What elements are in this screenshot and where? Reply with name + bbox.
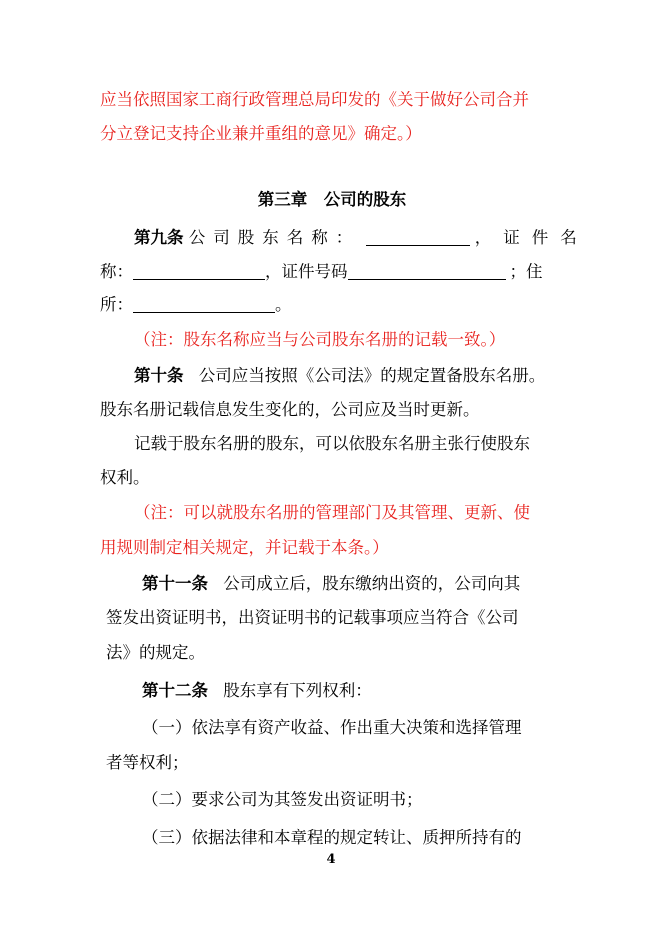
article-12-label: 第十二条 bbox=[142, 681, 208, 700]
id-name-blank[interactable] bbox=[133, 262, 265, 280]
article-12-line-1 bbox=[142, 679, 606, 703]
article-9-shareholder-name-label: 公司股东名称： bbox=[188, 228, 361, 247]
article-9-l2-c: ；住 bbox=[509, 262, 543, 281]
article-10-note-line-1: （注：可以就股东名册的管理部门及其管理、更新、使 bbox=[134, 503, 530, 522]
article-9-id-name-label: ，证件名 bbox=[474, 228, 589, 247]
article-9-line-2 bbox=[100, 260, 564, 284]
article-9-label: 第九条 bbox=[134, 228, 184, 247]
article-10-para-2-line-2: 权利。 bbox=[100, 468, 150, 487]
article-9-l2-b: ，证件号码 bbox=[265, 262, 348, 281]
article-10-label: 第十条 bbox=[134, 366, 184, 385]
article-9-note: （注：股东名称应当与公司股东名册的记载一致。） bbox=[134, 330, 506, 349]
article-12-item-2: （二）要求公司为其签发出资证明书； bbox=[142, 790, 423, 809]
article-10-line-2: 股东名册记载信息发生变化的，公司应及当时更新。 bbox=[100, 400, 480, 419]
article-11-label: 第十一条 bbox=[142, 574, 208, 593]
id-number-blank[interactable] bbox=[348, 262, 506, 280]
article-11-line-3: 法》的规定。 bbox=[106, 643, 205, 662]
chapter-title: 第三章 公司的股东 bbox=[257, 190, 407, 209]
article-12-item-3: （三）依据法律和本章程的规定转让、质押所持有的 bbox=[142, 828, 522, 847]
article-10-l1: 公司应当按照《公司法》的规定置备股东名册。 bbox=[198, 366, 546, 385]
intro-note-line-2: 分立登记支持企业兼并重组的意见》确定。） bbox=[100, 124, 422, 143]
article-12-item-1-line-1: （一）依法享有资产收益、作出重大决策和选择管理 bbox=[142, 718, 522, 737]
article-10-para-2-line-1: 记载于股东名册的股东，可以依股东名册主张行使股东 bbox=[134, 434, 530, 453]
article-9-l3-b: 。 bbox=[275, 295, 292, 314]
article-9-l2-a: 称： bbox=[100, 262, 133, 281]
intro-note-line-1: 应当依照国家工商行政管理总局印发的《关于做好公司合并 bbox=[100, 90, 529, 109]
shareholder-name-blank[interactable] bbox=[366, 228, 470, 246]
article-12-item-1-line-2: 者等权利； bbox=[106, 753, 189, 772]
article-12-l1: 股东享有下列权利： bbox=[223, 681, 372, 700]
address-blank[interactable] bbox=[133, 295, 275, 313]
article-10-note-line-2: 用规则制定相关规定，并记载于本条。） bbox=[100, 538, 389, 557]
page-number: 4 bbox=[326, 852, 336, 867]
article-11-line-1 bbox=[142, 572, 606, 596]
article-11-l1: 公司成立后，股东缴纳出资的，公司向其 bbox=[223, 574, 521, 593]
article-9-l3-a: 所： bbox=[100, 295, 133, 314]
article-9-line-1 bbox=[134, 226, 589, 250]
article-11-line-2: 签发出资证明书，出资证明书的记载事项应当符合《公司 bbox=[106, 608, 519, 627]
article-10-line-1 bbox=[134, 364, 564, 388]
article-9-line-3 bbox=[100, 293, 564, 317]
